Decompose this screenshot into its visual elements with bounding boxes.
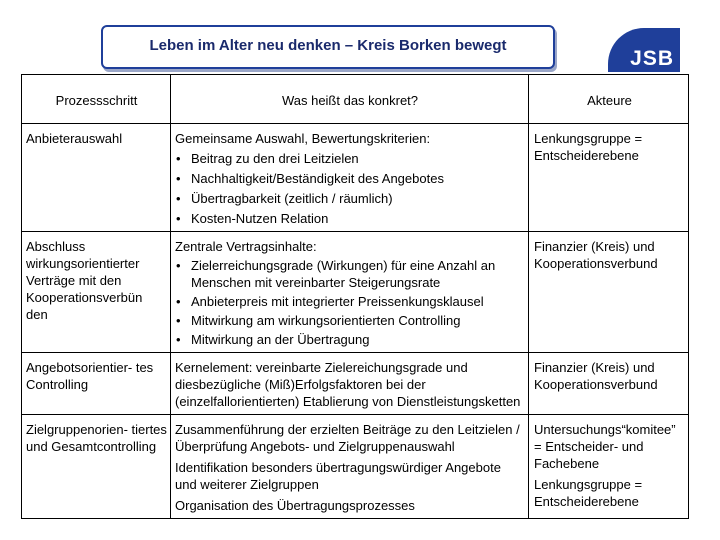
step-cell: Abschluss wirkungsorientierter Verträge mit den Kooperationsverbün den: [22, 232, 171, 353]
table-row: [22, 124, 689, 232]
table-row: [22, 232, 689, 353]
actors-line: Lenkungsgruppe = Entscheiderebene: [534, 477, 643, 509]
step-cell: Anbieterauswahl: [22, 124, 171, 232]
list-item: • Anbieterpreis mit integrierter Preissenkungsklausel: [175, 293, 525, 310]
what-cell: Kernelement: vereinbarte Zielereichungsgrade und diesbezügliche (Miß)Erfolgsfaktoren bei der (einzelfallorientierten) Etablierung von Dienstleistungsketten: [171, 353, 529, 415]
actors-cell: Finanzier (Kreis) und Kooperationsverbund: [529, 232, 689, 353]
what-line: Identifikation besonders übertragungswürdiger Angebote und weiterer Zielgruppen: [175, 460, 501, 492]
page-title: Leben im Alter neu denken – Kreis Borken bewegt: [149, 37, 507, 54]
table-row: [22, 353, 689, 415]
list-item: • Mitwirkung am wirkungsorientierten Controlling: [175, 312, 525, 329]
process-table: [21, 74, 689, 519]
list-item: • Übertragbarkeit (zeitlich / räumlich): [175, 190, 525, 207]
actors-cell: [529, 415, 689, 519]
step-cell: Zielgruppenorien- tiertes und Gesamtcontrolling: [22, 415, 171, 519]
actors-cell: Finanzier (Kreis) und Kooperationsverbund: [529, 353, 689, 415]
header-was-heisst-das: Was heißt das konkret?: [171, 75, 529, 124]
logo-text: JSB: [630, 47, 674, 70]
what-intro: Zentrale Vertragsinhalte:: [175, 239, 317, 254]
header-akteure: Akteure: [529, 75, 689, 124]
jsb-logo: [608, 28, 680, 72]
what-cell: [171, 232, 529, 353]
table-row: [22, 415, 689, 519]
title-box: [101, 25, 555, 69]
step-cell: Angebotsorientier- tes Controlling: [22, 353, 171, 415]
table-header-row: [22, 75, 689, 124]
contract-list: [175, 257, 525, 348]
what-line: Organisation des Übertragungsprozesses: [175, 498, 415, 513]
list-item: • Nachhaltigkeit/Beständigkeit des Angebotes: [175, 170, 525, 187]
actors-cell: Lenkungsgruppe = Entscheiderebene: [529, 124, 689, 232]
list-item: • Beitrag zu den drei Leitzielen: [175, 150, 525, 167]
criteria-list: [175, 150, 525, 227]
actors-line: Untersuchungs“komitee” = Entscheider- und Fachebene: [534, 422, 676, 471]
header-prozessschritt: Prozessschritt: [22, 75, 171, 124]
what-intro: Gemeinsame Auswahl, Bewertungskriterien:: [175, 131, 431, 146]
list-item: • Mitwirkung an der Übertragung: [175, 331, 525, 348]
what-cell: [171, 124, 529, 232]
what-cell: [171, 415, 529, 519]
list-item: • Kosten-Nutzen Relation: [175, 210, 525, 227]
list-item: • Zielerreichungsgrade (Wirkungen) für eine Anzahl an Menschen mit vereinbarter Steigerungsrate: [175, 257, 525, 291]
what-line: Zusammenführung der erzielten Beiträge zu den Leitzielen / Überprüfung Angebots- und Zielgruppenauswahl: [175, 422, 520, 454]
